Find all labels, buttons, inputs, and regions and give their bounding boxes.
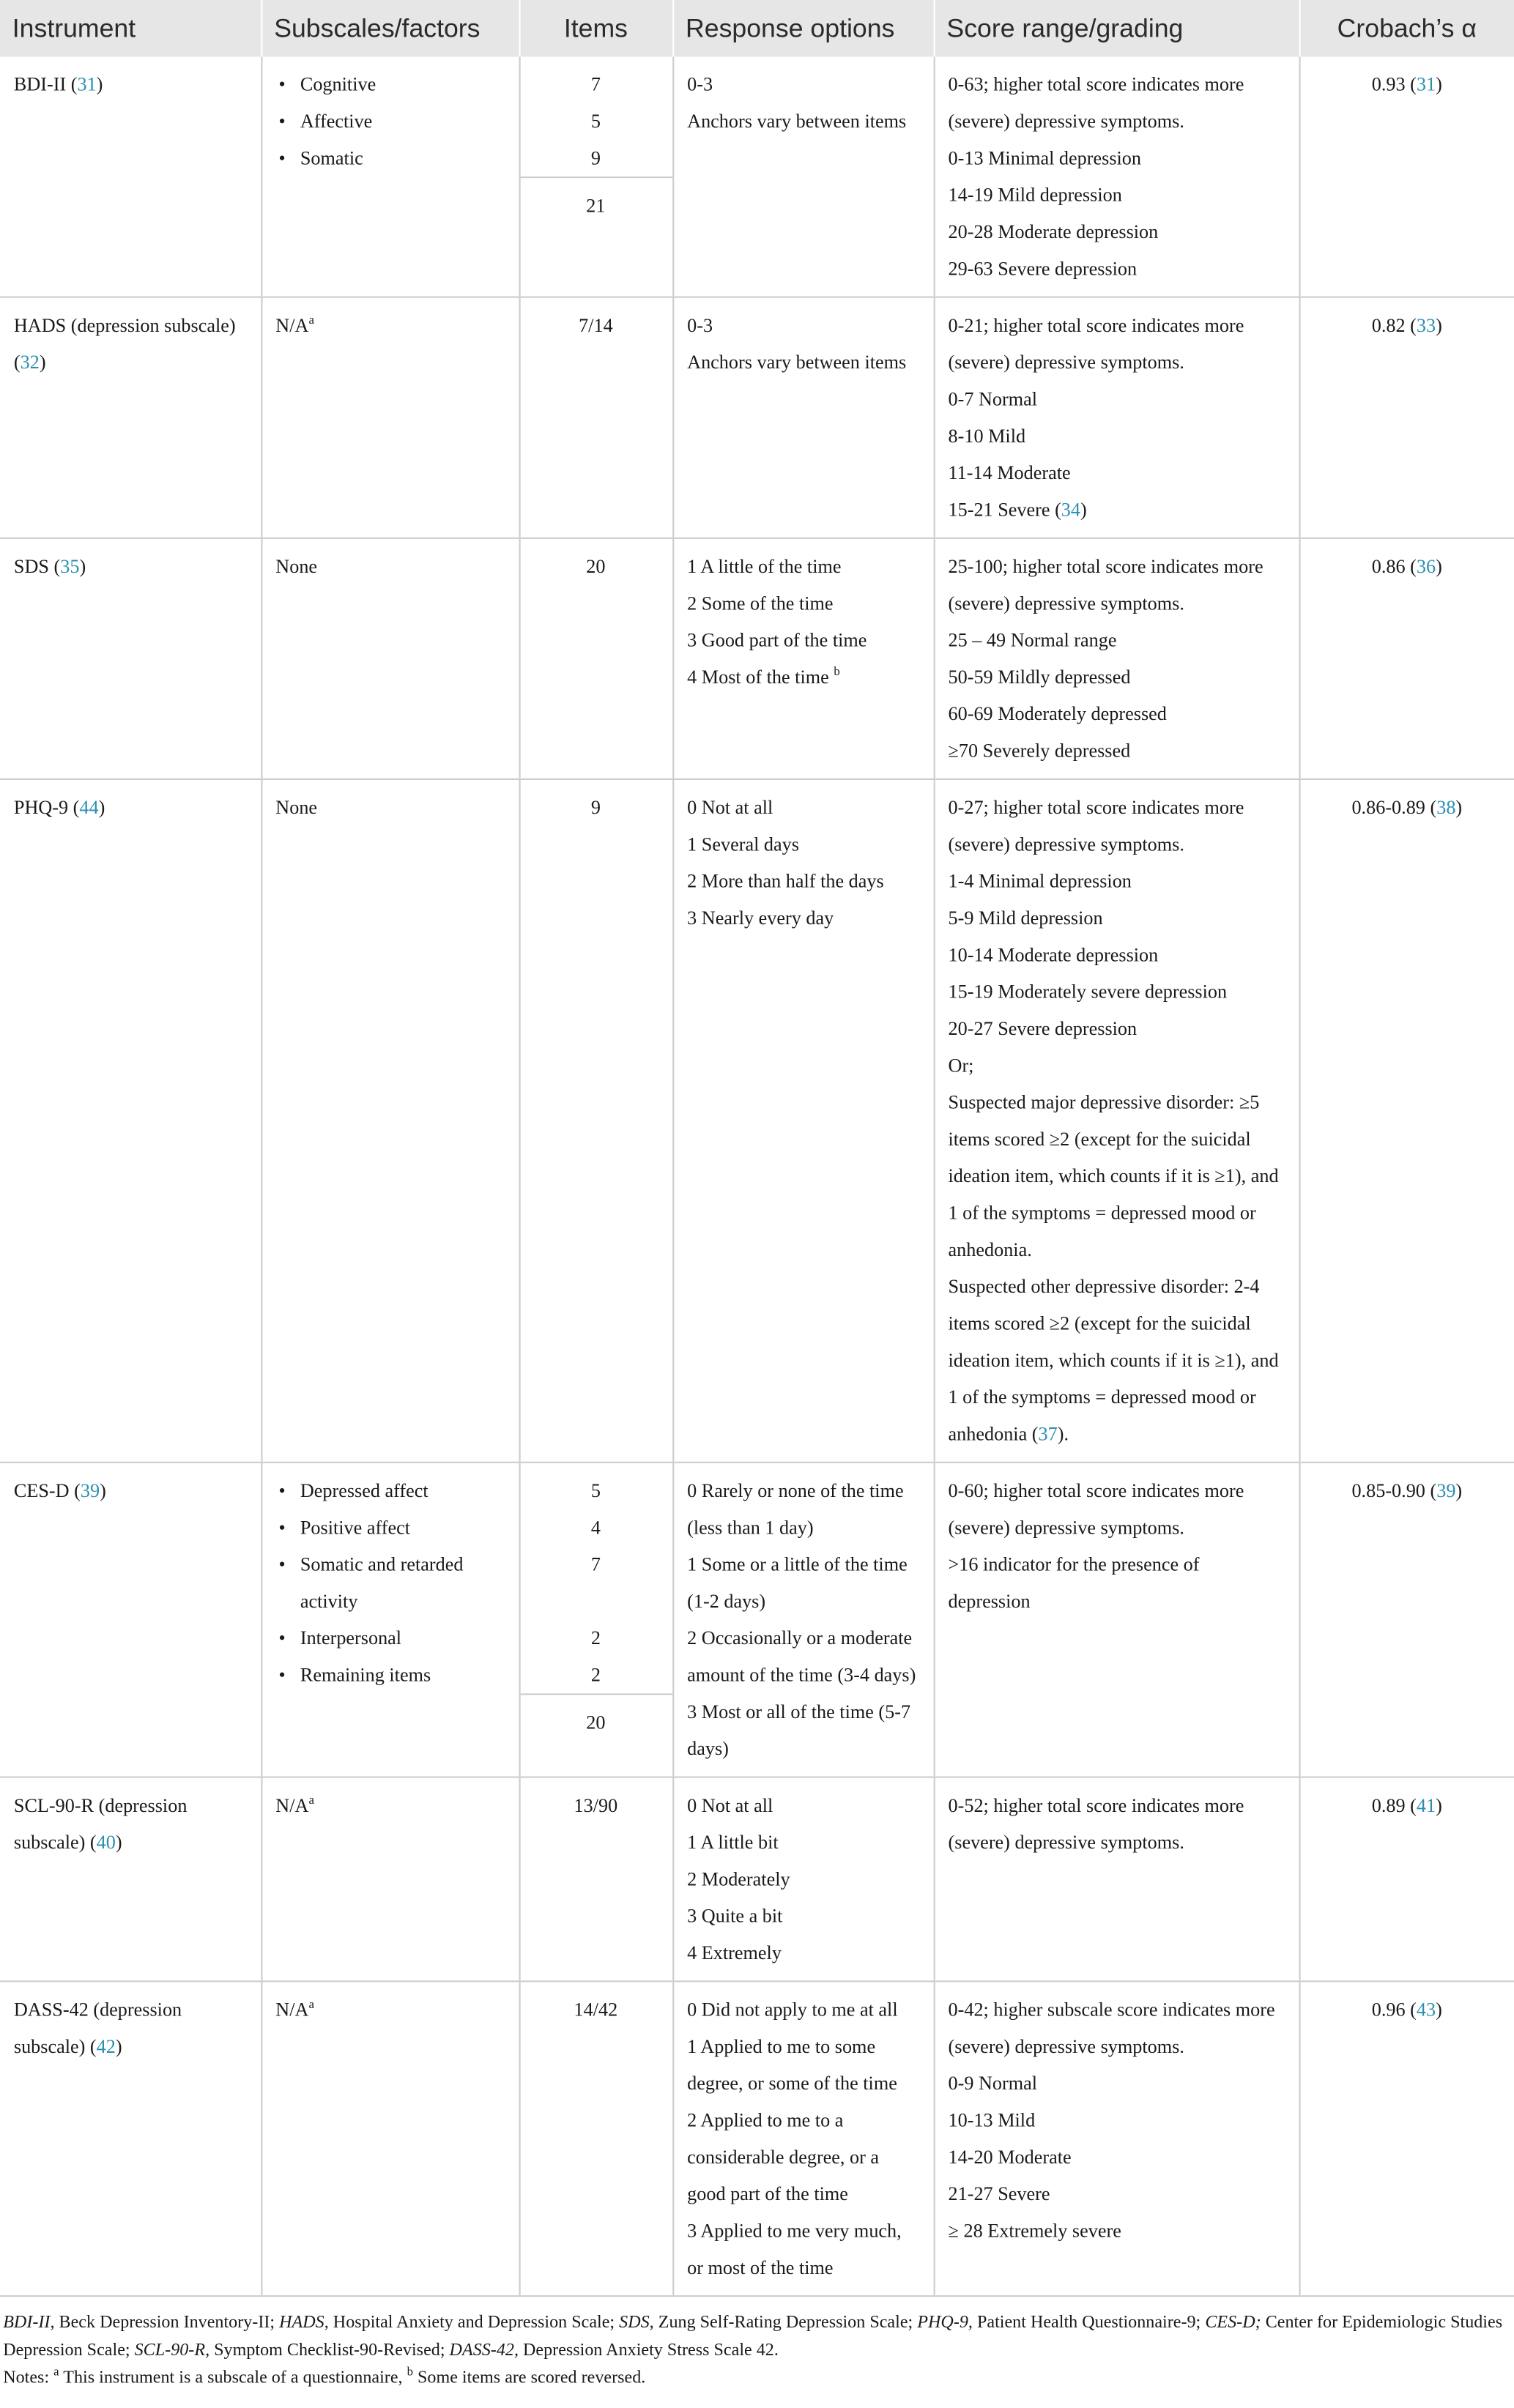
footnote-mark: a [308,1997,314,2011]
item-count: 5 [590,1479,601,1502]
item-count: 2 [590,1627,601,1649]
response-cell [672,297,933,538]
notes-prefix: Notes: [3,2368,54,2387]
alpha-cell: 0.89 (41) [1299,1777,1514,1982]
abbreviation-text: Symptom Checklist-90-Revised; [209,2341,450,2360]
abbreviation: SCL-90-R, [134,2341,210,2360]
response-option: 0 Not at all [687,797,773,819]
response-option: 0-3 [687,73,713,95]
alpha-cell: 0.96 (43) [1299,1981,1514,2296]
response-option: 0 Did not apply to me at all [687,1999,898,2021]
response-option: 1 Several days [687,833,799,855]
abbreviation: DASS-42, [449,2341,519,2360]
response-option: 1 A little of the time [687,555,842,578]
subscales-cell [261,297,519,538]
alpha-value: 0.82 [1371,314,1406,337]
instrument-cell: DASS-42 (depression subscale) (42) [0,1981,261,2296]
response-option: 3 Applied to me very much, or most of the time [687,2220,902,2279]
subscale-text: N/A [275,314,309,337]
score-cell [934,1777,1299,1982]
item-count: 14/42 [574,1999,618,2021]
subscales-cell [261,1981,519,2296]
subscales-cell: None [261,538,519,779]
subscale-text: N/A [275,1794,309,1817]
score-line: 0-52; higher total score indicates more (severe) depressive symptoms. [948,1794,1244,1854]
footnote-mark: b [407,2364,413,2379]
instrument-cell: HADS (depression subscale) (32) [0,297,261,538]
response-cell [672,779,933,1463]
response-option: 2 Applied to me to a considerable degree, or a good part of the time [687,2109,880,2205]
score-line: ≥ 28 Extremely severe [948,2220,1121,2242]
item-count: 7 [590,1553,601,1575]
items-cell [519,779,673,1463]
response-cell [672,1777,933,1982]
item-count: 2 [590,1664,601,1686]
reference-link[interactable]: 32 [20,352,40,374]
score-line: ≥70 Severely depressed [948,740,1131,762]
response-option: 4 Extremely [687,1941,782,1964]
response-option [687,658,919,695]
response-option: 0-3 [687,314,713,337]
reference-link[interactable]: 31 [77,73,97,95]
response-option: 2 More than half the days [687,870,884,893]
abbreviation-text: Hospital Anxiety and Depression Scale; [328,2314,620,2333]
alpha-cell: 0.86 (36) [1299,538,1514,779]
score-line: 10-13 Mild [948,2109,1036,2131]
subscale-text: N/A [275,1999,309,2021]
items-cell [519,297,673,538]
score-line: 14-19 Mild depression [948,184,1122,206]
score-line: 25 – 49 Normal range [948,629,1117,651]
response-option: 3 Quite a bit [687,1905,783,1927]
score-line: 20-27 Severe depression [948,1017,1138,1040]
score-line-text: Suspected other depressive disorder: 2-4 items scored ≥2 (except for the suicidal ideation item, which counts if it is ≥1), and 1 of the symptoms = depressed mood or anhedonia [948,1276,1279,1445]
note-text: This instrument is a subscale of a questionnaire, [59,2368,407,2387]
score-line: 8-10 Mild [948,425,1026,447]
instrument-name: PHQ-9 [13,797,69,819]
instrument-cell: BDI-II (31) [0,57,261,297]
reference-link[interactable]: 31 [1416,73,1436,95]
subscale-item: • Depressed affect [275,1472,504,1509]
alpha-cell: 0.85-0.90 (39) [1299,1463,1514,1777]
score-line: 1-4 Minimal depression [948,870,1132,893]
score-line: 60-69 Moderately depressed [948,703,1167,725]
response-option: Anchors vary between items [687,352,907,374]
reference-link[interactable]: 40 [96,1832,116,1854]
alpha-value: 0.89 [1371,1794,1406,1817]
subscale-item: • Positive affect [275,1509,504,1546]
item-count: 5 [590,110,601,133]
footnote-mark: a [53,2364,59,2379]
score-line: 0-13 Minimal depression [948,147,1142,169]
alpha-cell: 0.93 (31) [1299,57,1514,297]
response-option: 2 Moderately [687,1868,790,1890]
alpha-value: 0.96 [1371,1999,1406,2021]
score-line: 0-7 Normal [948,388,1038,410]
subscale-item: • Somatic and retarded activity [275,1546,504,1620]
header-score-range: Score range/grading [934,0,1299,57]
score-line: 15-21 Severe (34) [948,499,1087,521]
reference-link[interactable]: 34 [1061,499,1081,521]
subscales-cell [261,1777,519,1982]
response-cell [672,538,933,779]
abbreviation: CES-D; [1205,2314,1261,2333]
subscales-cell: None [261,779,519,1463]
items-cell [519,1981,673,2296]
abbreviation-text: Patient Health Questionnaire-9; [972,2314,1206,2333]
response-option: 0 Rarely or none of the time (less than 1 day) [687,1479,904,1539]
items-cell [519,1777,673,1982]
abbreviation: PHQ-9, [917,2314,973,2333]
reference-link[interactable]: 35 [60,555,80,578]
subscales-cell [261,57,519,297]
response-option: 2 Some of the time [687,592,834,614]
score-cell [934,57,1299,297]
alpha-value: 0.86 [1371,555,1406,578]
score-line: 5-9 Mild depression [948,907,1103,929]
reference-link[interactable]: 36 [1416,555,1436,578]
instrument-cell: PHQ-9 (44) [0,779,261,1463]
score-line: 50-59 Mildly depressed [948,666,1131,688]
table-row [0,1981,1514,2296]
items-cell [519,1463,673,1777]
score-line: Or; [948,1055,974,1077]
item-count: 20 [586,555,606,578]
header-response-options: Response options [672,0,933,57]
score-line-text: 15-21 Severe [948,499,1050,521]
subscale-item: • Interpersonal [275,1620,504,1657]
item-total: 20 [520,1693,672,1750]
subscale-item: • Somatic [275,140,504,176]
instrument-name: HADS (depression subscale) [13,314,236,337]
item-count: 9 [590,797,601,819]
reference-link[interactable]: 33 [1416,314,1436,337]
abbreviation: BDI-II, [3,2314,55,2333]
score-line: 0-60; higher total score indicates more (severe) depressive symptoms. [948,1479,1244,1539]
notes-line [3,2364,1514,2392]
score-line: 14-20 Moderate [948,2146,1072,2169]
score-line: 10-14 Moderate depression [948,944,1159,966]
score-line: 0-27; higher total score indicates more (severe) depressive symptoms. [948,797,1244,855]
score-line: 0-63; higher total score indicates more (severe) depressive symptoms. [948,73,1244,133]
alpha-value: 0.86-0.89 [1351,797,1425,819]
item-count: 4 [590,1517,601,1539]
score-cell [934,1463,1299,1777]
reference-link[interactable]: 39 [80,1479,100,1502]
response-cell [672,1463,933,1777]
table-footnote [0,2297,1514,2392]
response-option: Anchors vary between items [687,110,907,133]
response-option: 1 Applied to me to some degree, or some of the time [687,2035,897,2095]
score-line: Suspected other depressive disorder: 2-4 items scored ≥2 (except for the suicidal ideation item, which counts if it is ≥1), and 1 of the symptoms = depressed mood or anhedonia (37). [948,1276,1279,1445]
subscale-item: • Affective [275,103,504,139]
item-total: 21 [520,176,672,234]
abbreviation: HADS, [279,2314,329,2333]
header-instrument: Instrument [0,0,261,57]
header-alpha: Crobach’s α [1299,0,1514,57]
item-count: 9 [590,147,601,169]
instrument-name: CES-D [13,1479,70,1502]
header-items: Items [519,0,673,57]
instrument-name: SCL-90-R (depression subscale) [13,1794,188,1854]
reference-link[interactable]: 41 [1416,1794,1436,1817]
item-count: 7/14 [579,314,613,337]
score-cell [934,538,1299,779]
table-header-row [0,0,1514,57]
item-count: 13/90 [574,1794,618,1817]
abbreviation: SDS, [619,2314,654,2333]
reference-link[interactable]: 39 [1436,1479,1456,1502]
reference-link[interactable]: 42 [96,2035,116,2058]
score-cell [934,779,1299,1463]
alpha-cell: 0.82 (33) [1299,297,1514,538]
item-count: 7 [590,73,601,95]
instrument-name: DASS-42 (depression subscale) [13,1999,182,2058]
subscale-item: • Cognitive [275,66,504,103]
instrument-cell: SDS (35) [0,538,261,779]
score-line: 25-100; higher total score indicates more (severe) depressive symptoms. [948,555,1263,614]
response-option: 1 A little bit [687,1832,779,1854]
score-line: 0-21; higher total score indicates more (severe) depressive symptoms. [948,314,1244,374]
response-option: 0 Not at all [687,1794,773,1817]
abbreviation-text: Beck Depression Inventory-II; [54,2314,280,2333]
response-option-text: 4 Most of the time [687,666,829,688]
alpha-value: 0.85-0.90 [1351,1479,1425,1502]
abbreviation-text: Center for Epidemiologic Studies Depression Scale; [3,2314,1503,2360]
table-row [0,297,1514,538]
reference-link[interactable]: 44 [79,797,99,819]
response-option: 2 Occasionally or a moderate amount of the time (3-4 days) [687,1627,916,1686]
items-cell [519,538,673,779]
header-subscales: Subscales/factors [261,0,519,57]
instrument-cell: SCL-90-R (depression subscale) (40) [0,1777,261,1982]
table-row [0,1777,1514,1982]
score-line: 29-63 Severe depression [948,258,1138,280]
table-row [0,779,1514,1463]
score-line: 20-28 Moderate depression [948,220,1159,243]
instrument-name: BDI-II [13,73,67,95]
response-cell [672,57,933,297]
response-option: 3 Nearly every day [687,907,834,929]
items-cell [519,57,673,297]
subscale-item: • Remaining items [275,1657,504,1693]
response-option: 3 Good part of the time [687,629,867,651]
abbreviations-line [3,2309,1514,2364]
score-line: >16 indicator for the presence of depression [948,1553,1200,1613]
score-cell [934,297,1299,538]
alpha-value: 0.93 [1371,73,1406,95]
subscales-cell [261,1463,519,1777]
response-option: 1 Some or a little of the time (1-2 days) [687,1553,908,1613]
score-line: 0-42; higher subscale score indicates more (severe) depressive symptoms. [948,1999,1275,2058]
instrument-cell: CES-D (39) [0,1463,261,1777]
instrument-name: SDS [13,555,49,578]
score-line: 15-19 Moderately severe depression [948,981,1228,1003]
abbreviation-text: Depression Anxiety Stress Scale 42. [518,2341,779,2360]
table-row [0,1463,1514,1777]
score-cell [934,1981,1299,2296]
abbreviation-text: Zung Self-Rating Depression Scale; [653,2314,918,2333]
response-cell [672,1981,933,2296]
score-line: 0-9 Normal [948,2073,1038,2095]
score-line: 11-14 Moderate [948,462,1071,484]
alpha-cell: 0.86-0.89 (38) [1299,779,1514,1463]
score-line: Suspected major depressive disorder: ≥5 items scored ≥2 (except for the suicidal ideation item, which counts if it is ≥1), and 1 of the symptoms = depressed mood or anhedonia. [948,1091,1279,1261]
score-line: 21-27 Severe [948,2183,1050,2205]
note-text: Some items are scored reversed. [412,2368,646,2387]
reference-link[interactable]: 37 [1038,1423,1058,1445]
reference-link[interactable]: 43 [1416,1999,1436,2021]
response-option: 3 Most or all of the time (5-7 days) [687,1701,911,1760]
table-row [0,57,1514,297]
footnote-mark: a [308,313,314,327]
reference-link[interactable]: 38 [1436,797,1456,819]
footnote-mark: b [834,664,840,679]
footnote-mark: a [308,1793,314,1807]
table-row [0,538,1514,779]
